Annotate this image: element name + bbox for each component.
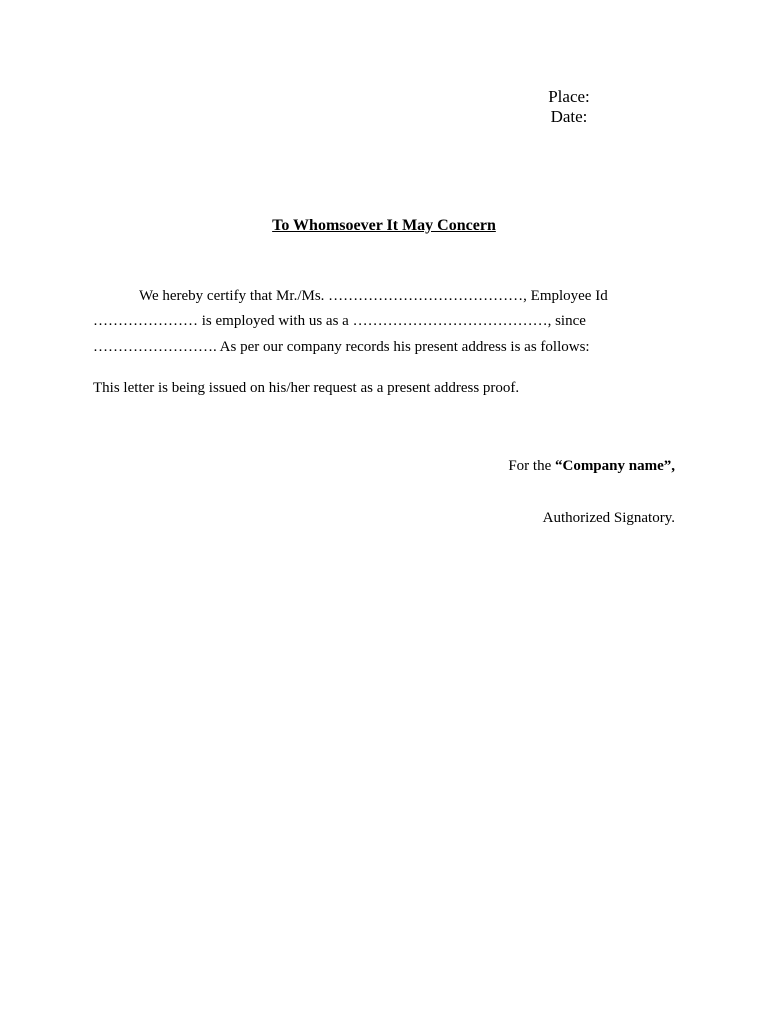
- place-label: Place:: [548, 87, 590, 106]
- letter-title: To Whomsoever It May Concern: [272, 217, 496, 234]
- body-line-4: This letter is being issued on his/her request as a present address proof.: [93, 380, 520, 396]
- for-prefix: For the: [508, 458, 555, 474]
- place-date-block: [530, 87, 608, 127]
- company-name: “Company name”,: [554, 458, 675, 474]
- authorized-signatory: Authorized Signatory.: [542, 510, 675, 526]
- body-line-3: ……………………. As per our company records his present address is as follows:: [93, 339, 590, 355]
- for-company-line: [508, 457, 675, 475]
- body-line-2: ………………… is employed with us as a …………………………………, since: [93, 313, 586, 329]
- body-line-1: We hereby certify that Mr./Ms. …………………………………, Employee Id: [139, 288, 608, 304]
- date-label: Date:: [550, 107, 588, 126]
